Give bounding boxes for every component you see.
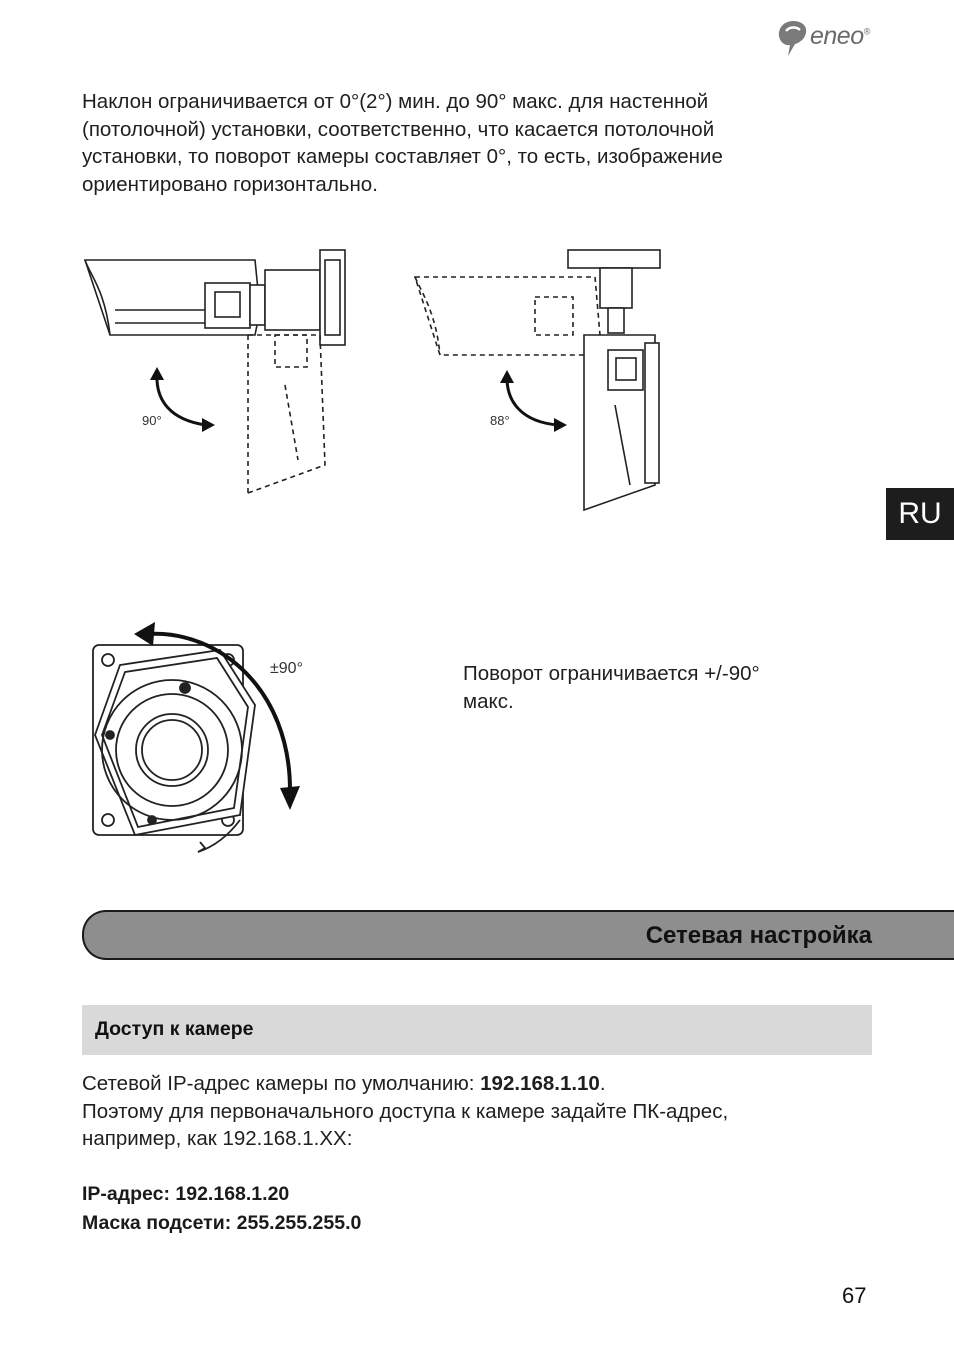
tilt-line: (потолочной) установки, соответственно, что касается потолочной (82, 117, 715, 141)
access-description (82, 1070, 862, 1153)
rotation-description (463, 660, 843, 715)
ceiling-angle-label: 88° (490, 413, 510, 428)
ceiling-mount-camera-drawing (415, 250, 660, 510)
page-number: 67 (842, 1283, 867, 1308)
rotation-figure (80, 610, 330, 860)
tilt-description (82, 88, 842, 198)
rotation-line: макс. (463, 689, 514, 713)
eneo-logo (776, 18, 886, 58)
camera-front-view-drawing (93, 645, 255, 852)
subsection-title: Доступ к камере (95, 1018, 254, 1040)
access-line: например, как 192.168.1.XX: (82, 1127, 353, 1150)
wall-mount-camera-drawing (85, 250, 345, 493)
rotation-line: Поворот ограничивается +/-90° (463, 662, 760, 685)
access-line: Поэтому для первоначального доступа к камере задайте ПК-адрес, (82, 1099, 729, 1123)
section-title: Сетевая настройка (645, 922, 872, 949)
subsection-header-bar (82, 1005, 872, 1055)
ip-address-line: IP-адрес: 192.168.1.20 (82, 1183, 290, 1205)
default-ip-value: 192.168.1.10 (480, 1072, 600, 1095)
ceiling-tilt-arrow-icon (500, 370, 567, 432)
eneo-logo-mark-icon (776, 18, 810, 58)
tilt-figure (70, 235, 690, 520)
rotation-angle-label: ±90° (270, 660, 303, 677)
tilt-line: ориентировано горизонтально. (82, 172, 378, 196)
default-ip-line: Сетевой IP-адрес камеры по умолчанию: 192.168.1.10. (82, 1072, 606, 1095)
subnet-mask-line: Маска подсети: 255.255.255.0 (82, 1212, 362, 1234)
wall-angle-label: 90° (142, 413, 162, 428)
tilt-line: установки, то поворот камеры составляет 0°, то есть, изображение (82, 145, 723, 168)
logo-wordmark: eneo® (810, 22, 870, 50)
section-header-bar (82, 910, 954, 960)
language-tab: RU (886, 488, 954, 540)
network-settings-values (82, 1180, 862, 1238)
tilt-line: Наклон ограничивается от 0°(2°) мин. до 90° макс. для настенной (82, 90, 709, 113)
